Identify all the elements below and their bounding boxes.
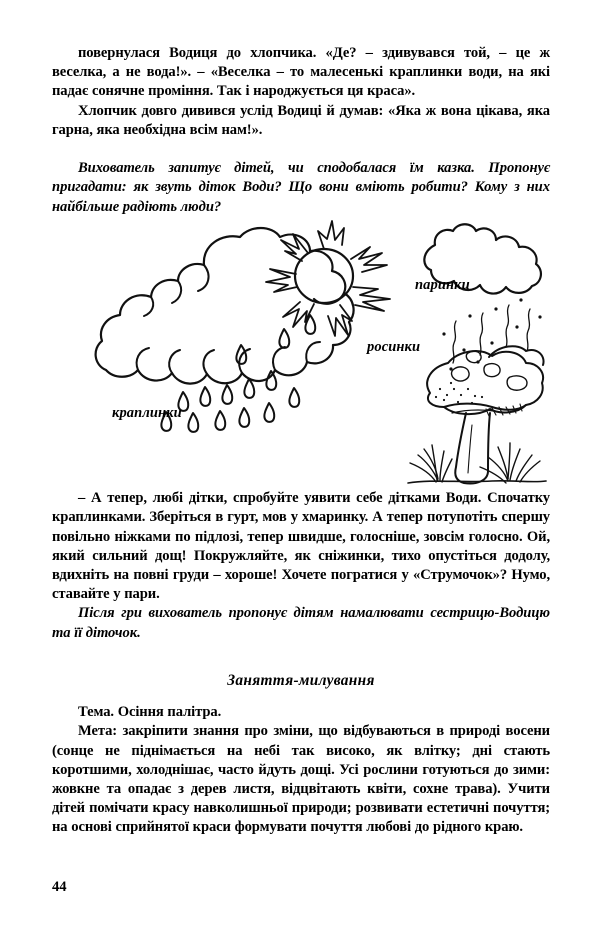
teacher-note-2: Після гри вихователь пропонує дітям намалювати сестрицю-Водицю та її діточок. bbox=[52, 605, 550, 641]
teacher-note-1: Вихователь запитує дітей, чи сподобалася їм казка. Пропонує пригадати: як звуть діток Води? Що вони вміють робити? Кому з них найбільше радіють люди? bbox=[52, 160, 550, 215]
paragraph-3: – А тепер, любі дітки, спробуйте уявити себе дітками Води. Спочатку краплинками. Зберіться в гурт, мов у хмаринку. А тепер потупотіть спершу повільно ніжками по підлозі, тепер швидше, голосніше, зовсім голосно. Ой, який сильний дощ! Покружляйте, як сніжинки, тихо опустіться додолу, вдихніть на повні груди – хороше! Хочете погратися у «Струмочок»? Нумо, ставайте у пари. bbox=[52, 490, 550, 603]
raindrops-in-cloud bbox=[236, 315, 315, 364]
section-heading: Заняття-милування bbox=[227, 672, 375, 690]
illustration-water-children bbox=[52, 217, 550, 489]
label-raindrops: краплинки bbox=[112, 405, 182, 422]
paragraph-1: повернулася Водиця до хлопчика. «Де? – здивувався той, – це ж веселка, а не вода!». – «Веселка – то малесенькі краплинки води, на які падає сонячне проміння. Так і народжується ця краса». bbox=[52, 45, 550, 100]
page-content bbox=[52, 44, 550, 838]
sun-disc bbox=[295, 249, 353, 303]
paragraph-2: Хлопчик довго дивився услід Водиці й думав: «Яка ж вона цікава, яка гарна, яка необхідна всім нам!». bbox=[52, 102, 550, 138]
label-dew: росинки bbox=[367, 339, 421, 356]
aim-paragraph: Мета: закріпити знання про зміни, що відбуваються в природі восени (сонце не піднімається на небі так високо, як влітку; дні стають коротшими, холоднішає, часто йдуть дощі. Усі рослини готуються до зими: жовкне та опадає з дерев листя, відцвітають квіти, сохне трава). Учити дітей помічати красу навколишньої природи; розвивати естетичні почуття; на основі сприйнятої краси формувати почуття любові до рідного краю. bbox=[52, 723, 550, 836]
page-number: 44 bbox=[52, 879, 67, 895]
theme-line: Тема. Осіння палітра. bbox=[78, 704, 222, 721]
grass bbox=[410, 443, 540, 483]
spacer bbox=[52, 140, 550, 159]
spacer bbox=[52, 691, 550, 703]
label-vapour: паринки bbox=[415, 277, 470, 294]
mushroom-speckles bbox=[435, 382, 483, 404]
sun-rays bbox=[266, 221, 390, 336]
illustration-svg bbox=[52, 217, 550, 489]
spacer bbox=[52, 643, 550, 671]
